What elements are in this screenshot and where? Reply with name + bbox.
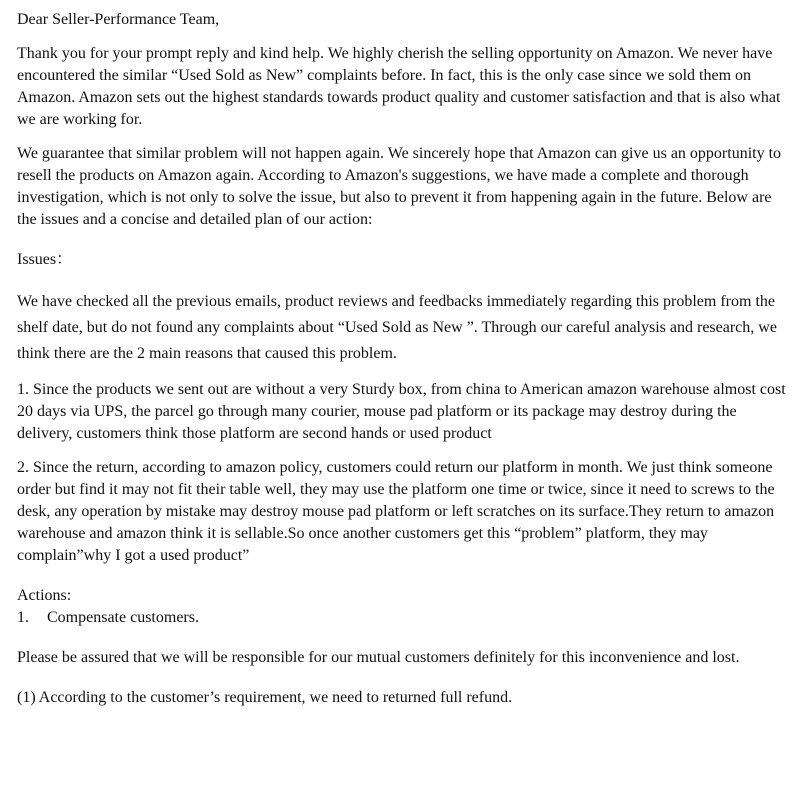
reason-1-paragraph: 1. Since the products we sent out are without a very Sturdy box, from china to American amazon warehouse almost cost 20 days via UPS, the parcel go through many courier, mouse pad platform or its package may destroy during the delivery, customers think those platform are second hands or used product (17, 381, 786, 442)
action-1-text: Compensate customers. (47, 609, 199, 626)
action-1-number: 1. (17, 609, 29, 626)
guarantee-paragraph: We guarantee that similar problem will not happen again. We sincerely hope that Amazon can give us an opportunity to resell the products on Amazon again. According to Amazon's suggestions, we have made a complete and thorough investigation, which is not only to solve the issue, but also to prevent it from happening again in the future. Below are the issues and a concise and detailed plan of our action: (17, 145, 782, 228)
issues-paragraph: We have checked all the previous emails, product reviews and feedbacks immediately regarding this problem from the shelf date, but do not found any complaints about “Used Sold as New ”. Through our careful analysis and research, we think there are the 2 main reasons that caused this problem. (17, 293, 777, 362)
action-1-item (17, 607, 787, 629)
refund-item: (1) According to the customer’s requirement, we need to returned full refund. (17, 689, 513, 706)
issues-heading: Issues： (17, 251, 73, 268)
assurance-paragraph: Please be assured that we will be responsible for our mutual customers definitely for this inconvenience and lost. (17, 649, 740, 666)
actions-heading: Actions: (17, 587, 72, 604)
reason-2-paragraph: 2. Since the return, according to amazon policy, customers could return our platform in month. We just think someone order but find it may not fit their table well, they may use the platform one time or twice, since it need to screws to the desk, any operation by mistake may destroy mouse pad platform or left scratches on its surface.They return to amazon warehouse and amazon think it is sellable.So once another customers get this “problem” platform, they may complain”why I got a used product” (17, 459, 775, 564)
greeting: Dear Seller-Performance Team, (17, 11, 220, 28)
intro-paragraph: Thank you for your prompt reply and kind help. We highly cherish the selling opportunity on Amazon. We never have encountered the similar “Used Sold as New” complaints before. In fact, this is the only case since we sold them on Amazon. Amazon sets out the highest standards towards product quality and customer satisfaction and that is also what we are working for. (17, 45, 781, 128)
letter-document (17, 9, 787, 709)
